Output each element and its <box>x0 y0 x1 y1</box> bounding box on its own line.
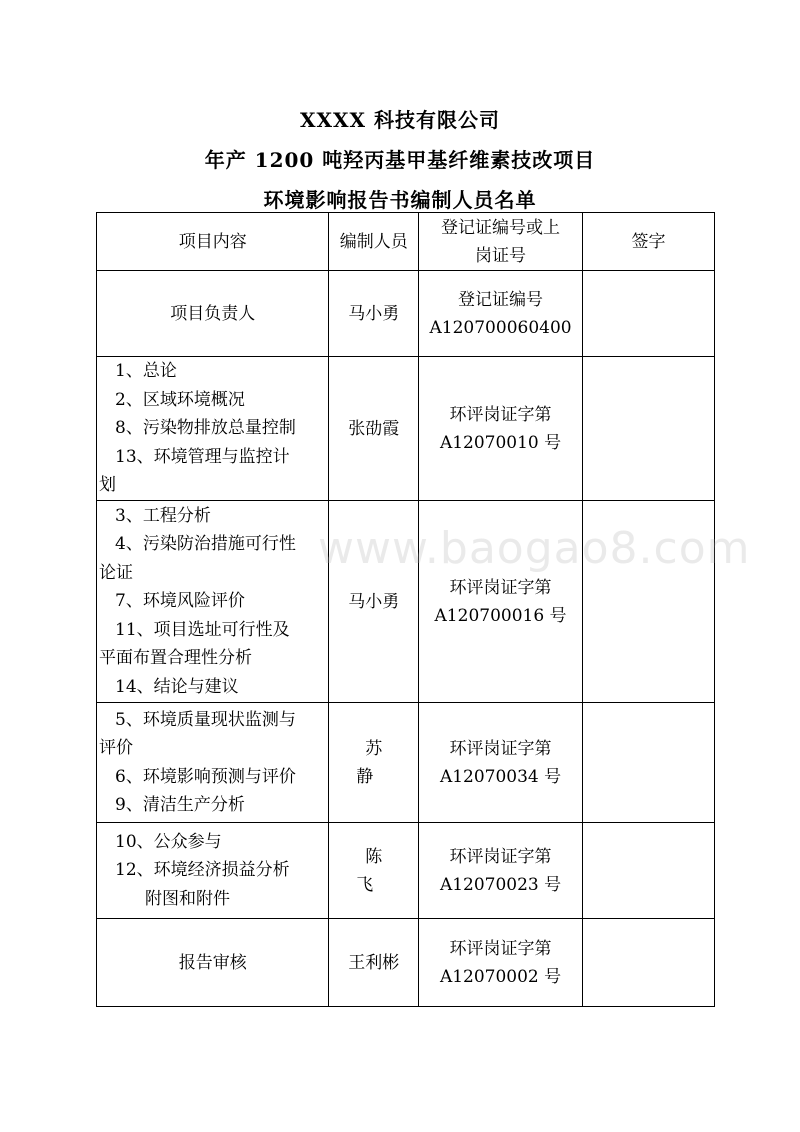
row-person: 王利彬 <box>329 919 419 1007</box>
row-cert <box>419 703 583 823</box>
row-signature[interactable] <box>582 823 714 919</box>
cert-line: 登记证编号 <box>458 289 544 310</box>
content-line: 附图和附件 <box>145 888 230 909</box>
row-cert <box>419 823 583 919</box>
table-row <box>97 271 715 357</box>
content-line: 13、环境管理与监控计 <box>115 446 290 467</box>
header-cert-line: 岗证号 <box>475 245 527 266</box>
cert-line: 环评岗证字第 <box>449 938 552 959</box>
header-signature: 签字 <box>582 213 714 271</box>
content-line: 1、总论 <box>115 361 177 382</box>
table-header-row <box>97 213 715 271</box>
content-line: 划 <box>99 475 116 496</box>
row-content <box>97 703 329 823</box>
table-row <box>97 501 715 703</box>
header-content: 项目内容 <box>97 213 329 271</box>
content-line: 9、清洁生产分析 <box>115 795 245 815</box>
cert-line: A12070002 号 <box>439 966 562 987</box>
content-line: 11、项目选址可行性及 <box>115 619 290 640</box>
row-person: 张劭霞 <box>329 357 419 501</box>
row-cert <box>419 271 583 357</box>
row-content <box>97 823 329 919</box>
row-signature[interactable] <box>582 501 714 703</box>
row-content <box>97 271 329 357</box>
cert-line: 环评岗证字第 <box>449 577 552 598</box>
cert-line: A120700016 号 <box>434 605 567 626</box>
table-row <box>97 357 715 501</box>
content-line: 报告审核 <box>178 952 247 973</box>
content-line: 平面布置合理性分析 <box>99 648 252 669</box>
row-person <box>329 703 419 823</box>
content-line: 5、环境质量现状监测与 <box>115 709 296 730</box>
cert-line: A12070023 号 <box>439 874 562 895</box>
company-title: XXXX 科技有限公司 <box>299 108 501 132</box>
content-line: 14、结论与建议 <box>115 676 239 697</box>
content-line: 4、污染防治措施可行性 <box>115 534 296 555</box>
watermark: www.baogao8.com <box>318 523 751 574</box>
cert-line: 环评岗证字第 <box>449 404 552 425</box>
row-signature[interactable] <box>582 271 714 357</box>
staff-table <box>96 212 715 1007</box>
row-content <box>97 501 329 703</box>
cert-line: A120700060400 <box>429 317 572 338</box>
row-cert <box>419 357 583 501</box>
row-cert <box>419 501 583 703</box>
content-line: 8、污染物排放总量控制 <box>115 418 296 439</box>
content-line: 项目负责人 <box>170 303 256 324</box>
person-name: 陈 飞 <box>356 846 401 895</box>
row-signature[interactable] <box>582 357 714 501</box>
row-content <box>97 357 329 501</box>
row-person: 马小勇 <box>329 501 419 703</box>
content-line: 7、环境风险评价 <box>115 591 245 612</box>
row-person: 马小勇 <box>329 271 419 357</box>
document-title: 环境影响报告书编制人员名单 <box>263 188 537 212</box>
content-line: 论证 <box>99 562 133 583</box>
content-line: 评价 <box>99 738 133 758</box>
content-line: 3、工程分析 <box>115 505 211 526</box>
header-cert-line: 登记证编号或上 <box>441 217 561 238</box>
row-person <box>329 823 419 919</box>
table-row <box>97 919 715 1007</box>
person-name: 苏 静 <box>356 738 401 787</box>
row-signature[interactable] <box>582 919 714 1007</box>
table-row <box>97 703 715 823</box>
row-content <box>97 919 329 1007</box>
content-line: 10、公众参与 <box>115 831 222 852</box>
content-line: 12、环境经济损益分析 <box>115 860 290 881</box>
header-cert <box>419 213 583 271</box>
content-line: 2、区域环境概况 <box>115 389 245 410</box>
cert-line: A12070010 号 <box>439 432 562 453</box>
row-signature[interactable] <box>582 703 714 823</box>
table-row <box>97 823 715 919</box>
cert-line: 环评岗证字第 <box>449 738 552 759</box>
content-line: 6、环境影响预测与评价 <box>115 766 296 787</box>
cert-line: A12070034 号 <box>439 766 562 787</box>
cert-line: 环评岗证字第 <box>449 846 552 867</box>
project-title: 年产 1200 吨羟丙基甲基纤维素技改项目 <box>204 148 596 172</box>
header-person: 编制人员 <box>329 213 419 271</box>
row-cert <box>419 919 583 1007</box>
